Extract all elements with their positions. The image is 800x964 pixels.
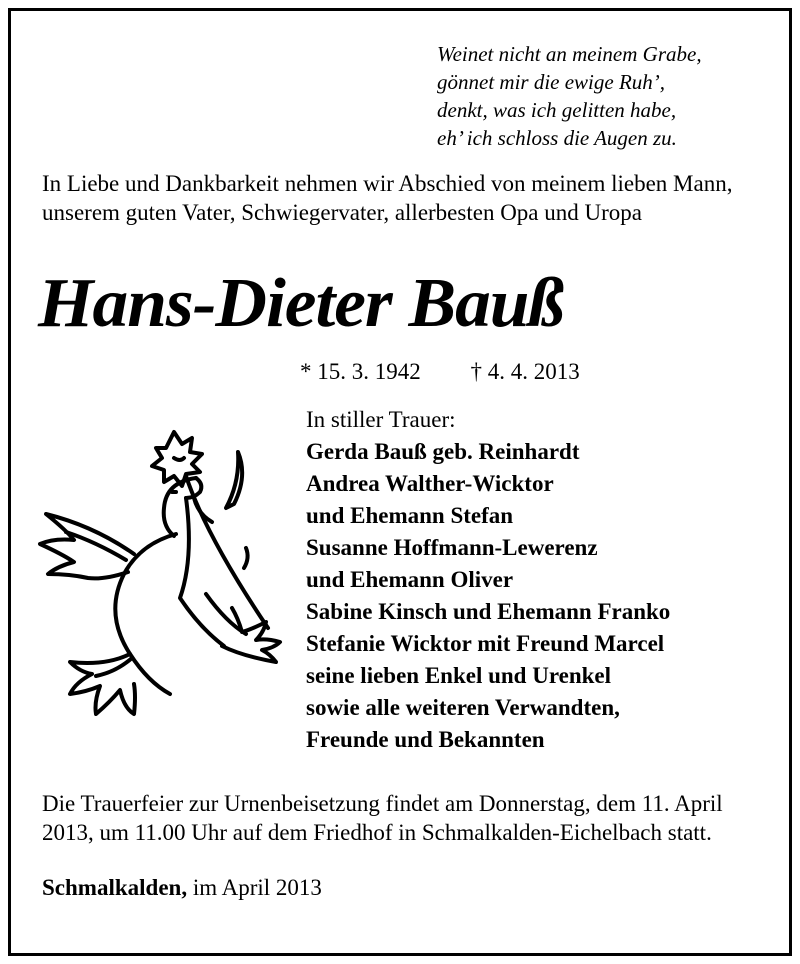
mourner-line: und Ehemann Stefan [306,503,514,528]
life-dates [300,358,580,386]
mourner-line: Susanne Hoffmann-Lewerenz [306,535,598,560]
death-date: † 4. 4. 2013 [470,359,580,384]
birth-date: * 15. 3. 1942 [300,359,421,384]
mourner-line: Freunde und Bekannten [306,727,545,752]
mourner-line: und Ehemann Oliver [306,567,514,592]
mourner-line: Gerda Bauß geb. Reinhardt [306,439,580,464]
closing-line [42,873,322,902]
poem-line: Weinet nicht an meinem Grabe, [437,42,702,66]
mourner-line: Andrea Walther-Wicktor [306,471,554,496]
mourners-list [306,404,776,756]
mourners-heading: In stiller Trauer: [306,407,456,432]
poem-line: eh’ ich schloss die Augen zu. [437,126,677,150]
mourner-line: sowie alle weiteren Verwandten, [306,695,620,720]
intro-text: In Liebe und Dankbarkeit nehmen wir Abschied von meinem lieben Mann, unserem guten Vater, Schwiegervater, allerbesten Opa und Uropa [42,171,733,225]
mourner-line: Sabine Kinsch und Ehemann Franko [306,599,671,624]
poem-line: gönnet mir die ewige Ruh’, [437,70,666,94]
mourner-line: Stefanie Wicktor mit Freund Marcel [306,631,665,656]
funeral-info: Die Trauerfeier zur Urnenbeisetzung findet am Donnerstag, dem 11. April 2013, um 11.00 Uhr auf dem Friedhof in Schmalkalden-Eichelbach statt. [42,791,723,845]
mourner-line: seine lieben Enkel und Urenkel [306,663,612,688]
poem-line: denkt, was ich gelitten habe, [437,98,677,122]
closing-date: im April 2013 [187,875,322,900]
poem [437,40,777,152]
closing-place: Schmalkalden, [42,875,188,900]
deceased-name: Hans-Dieter Bauß [38,265,564,342]
dove-with-branch-icon [36,398,296,738]
